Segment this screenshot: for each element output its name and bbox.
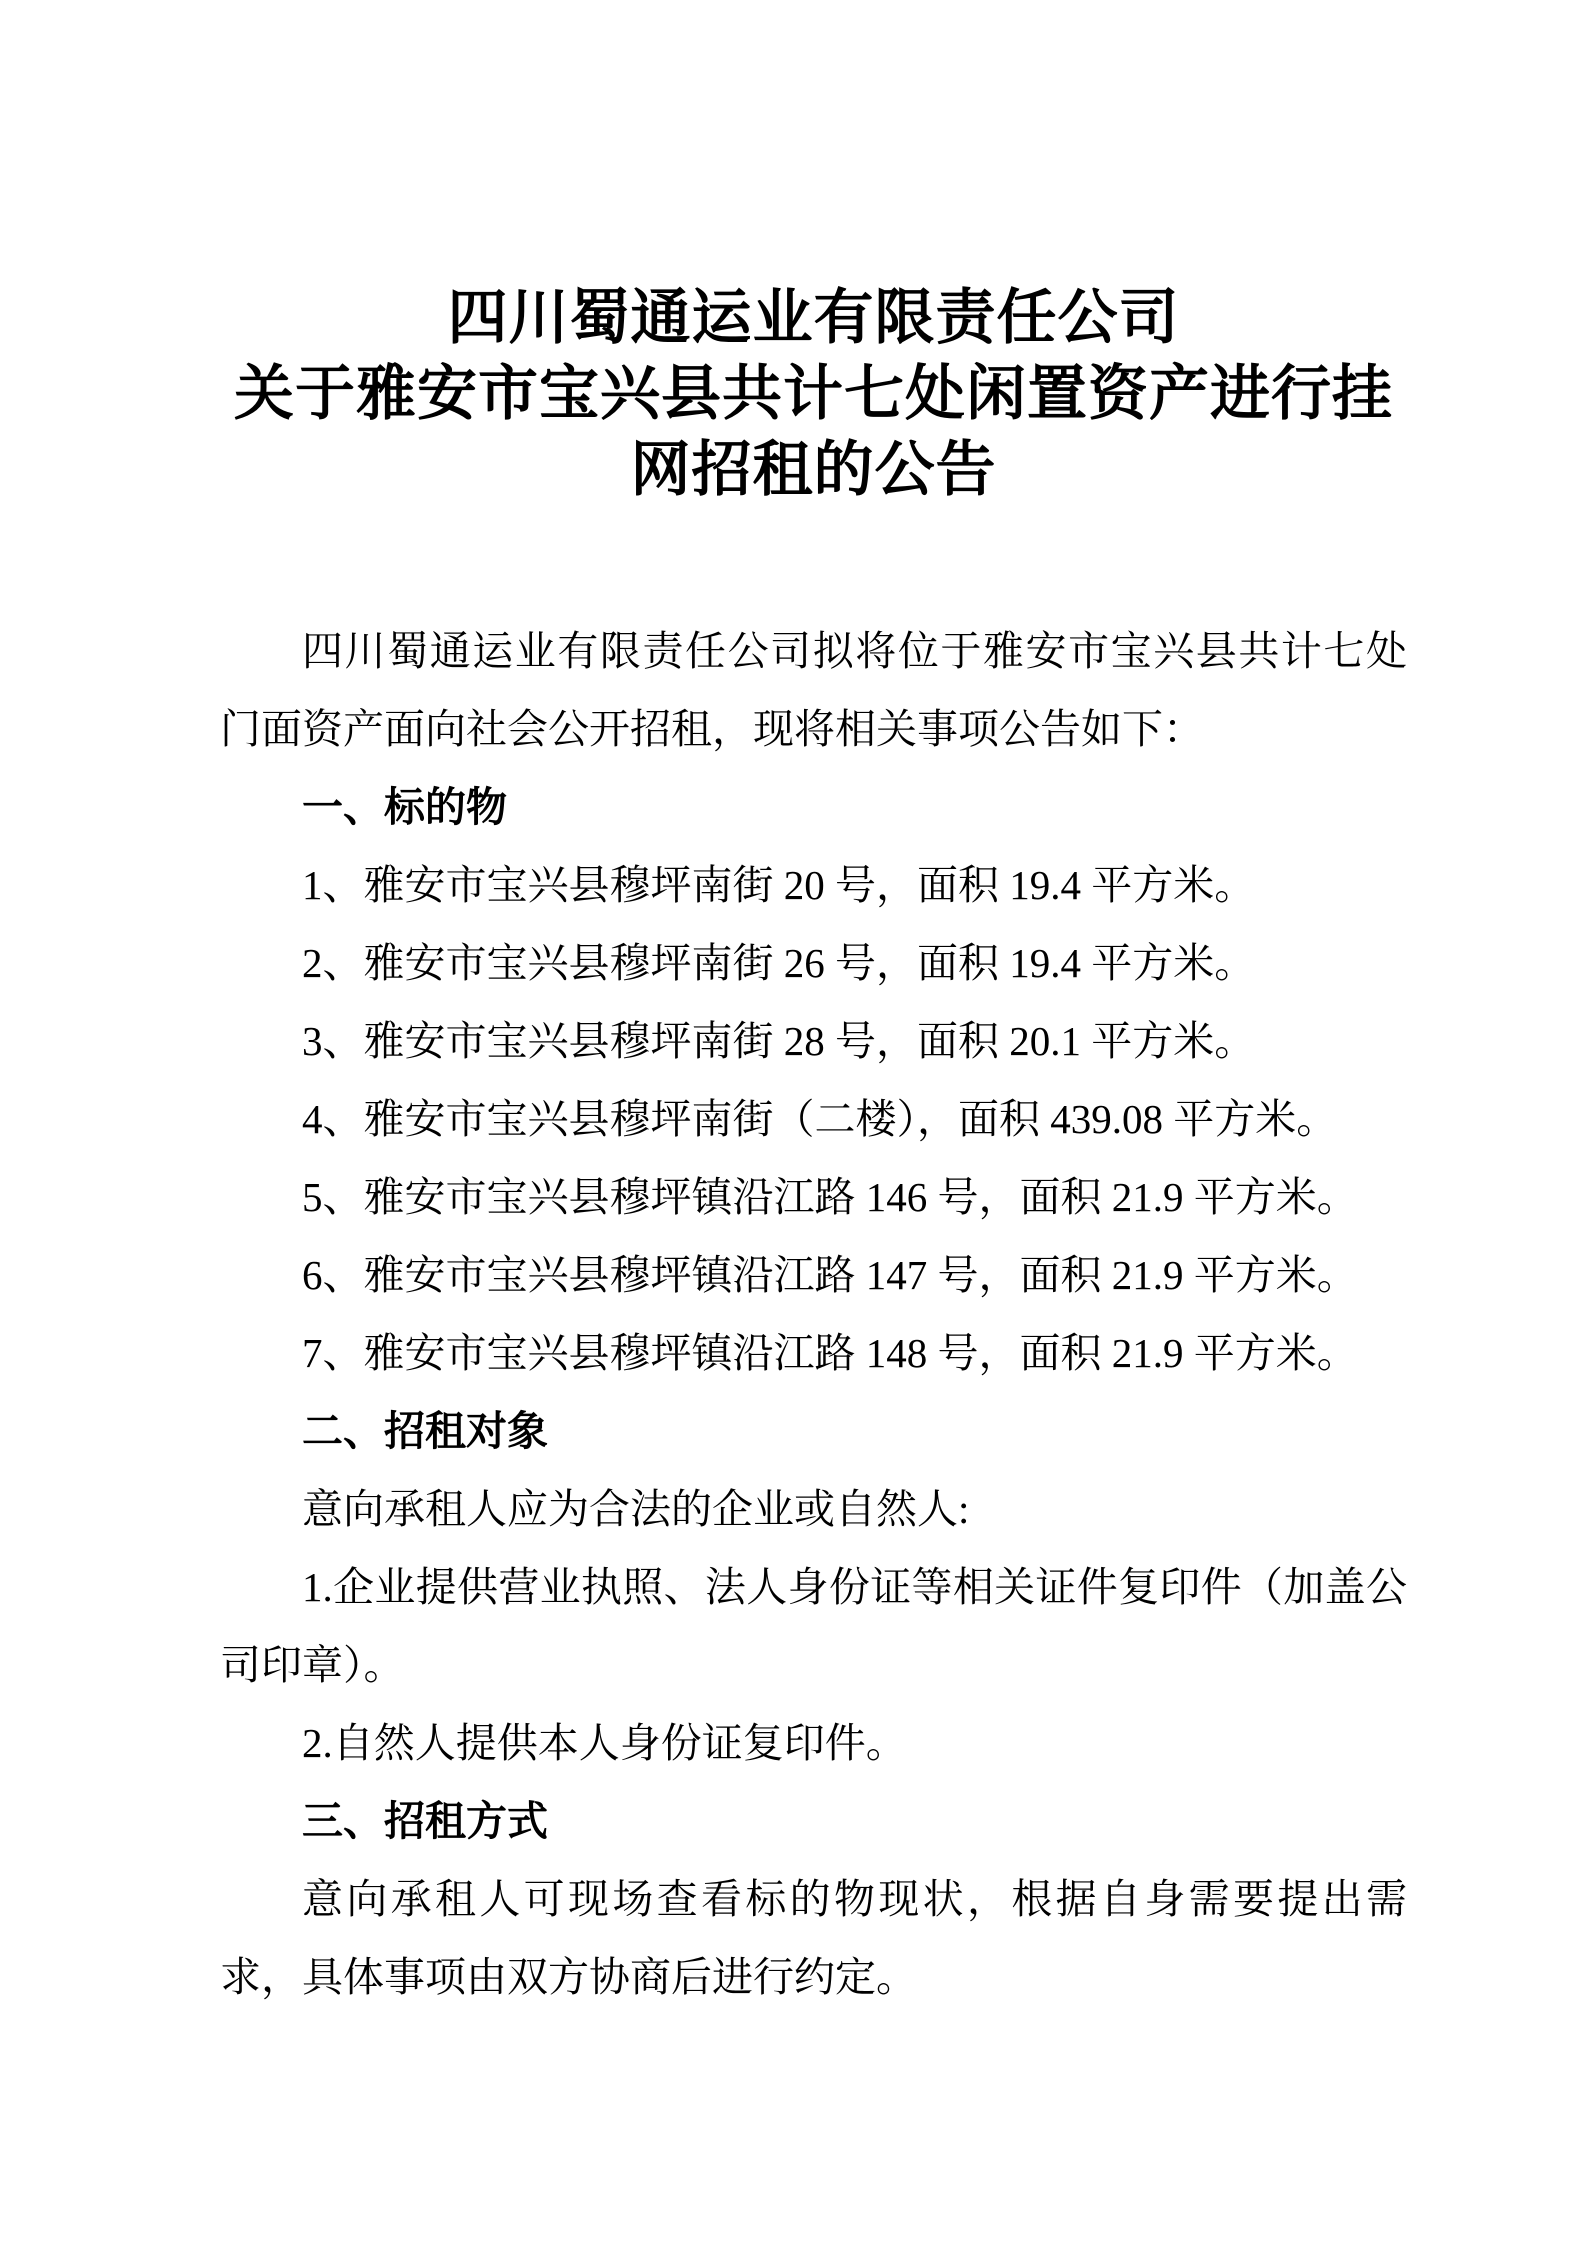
document-body <box>220 612 1407 2016</box>
title-line-company: 四川蜀通运业有限责任公司 <box>447 285 1180 351</box>
asset-item-4: 4、雅安市宝兴县穆坪南街（二楼），面积 439.08 平方米。 <box>302 1096 1338 1142</box>
asset-item-3: 3、雅安市宝兴县穆坪南街 28 号，面积 20.1 平方米。 <box>302 1018 1256 1064</box>
section-heading-assets: 一、标的物 <box>302 784 507 830</box>
asset-item-5: 5、雅安市宝兴县穆坪镇沿江路 146 号，面积 21.9 平方米。 <box>302 1174 1358 1220</box>
asset-item-7: 7、雅安市宝兴县穆坪镇沿江路 148 号，面积 21.9 平方米。 <box>302 1330 1358 1376</box>
intro-paragraph: 四川蜀通运业有限责任公司拟将位于雅安市宝兴县共计七处门面资产面向社会公开招租，现将相关事项公告如下： <box>220 628 1407 752</box>
section-heading-lessees: 二、招租对象 <box>302 1408 548 1454</box>
title-line-subject-cont: 网招租的公告 <box>630 437 997 503</box>
lessee-requirement-person: 2.自然人提供本人身份证复印件。 <box>302 1720 907 1766</box>
title-line-subject: 关于雅安市宝兴县共计七处闲置资产进行挂 <box>234 361 1393 427</box>
asset-item-1: 1、雅安市宝兴县穆坪南街 20 号，面积 19.4 平方米。 <box>302 862 1256 908</box>
asset-item-2: 2、雅安市宝兴县穆坪南街 26 号，面积 19.4 平方米。 <box>302 940 1256 986</box>
method-paragraph: 意向承租人可现场查看标的物现状，根据自身需要提出需求，具体事项由双方协商后进行约定。 <box>220 1876 1407 2000</box>
lessee-intro: 意向承租人应为合法的企业或自然人: <box>302 1486 970 1532</box>
document-title <box>220 280 1407 508</box>
section-heading-method: 三、招租方式 <box>302 1798 548 1844</box>
asset-item-6: 6、雅安市宝兴县穆坪镇沿江路 147 号，面积 21.9 平方米。 <box>302 1252 1358 1298</box>
lessee-requirement-company: 1.企业提供营业执照、法人身份证等相关证件复印件（加盖公司印章）。 <box>220 1564 1407 1688</box>
